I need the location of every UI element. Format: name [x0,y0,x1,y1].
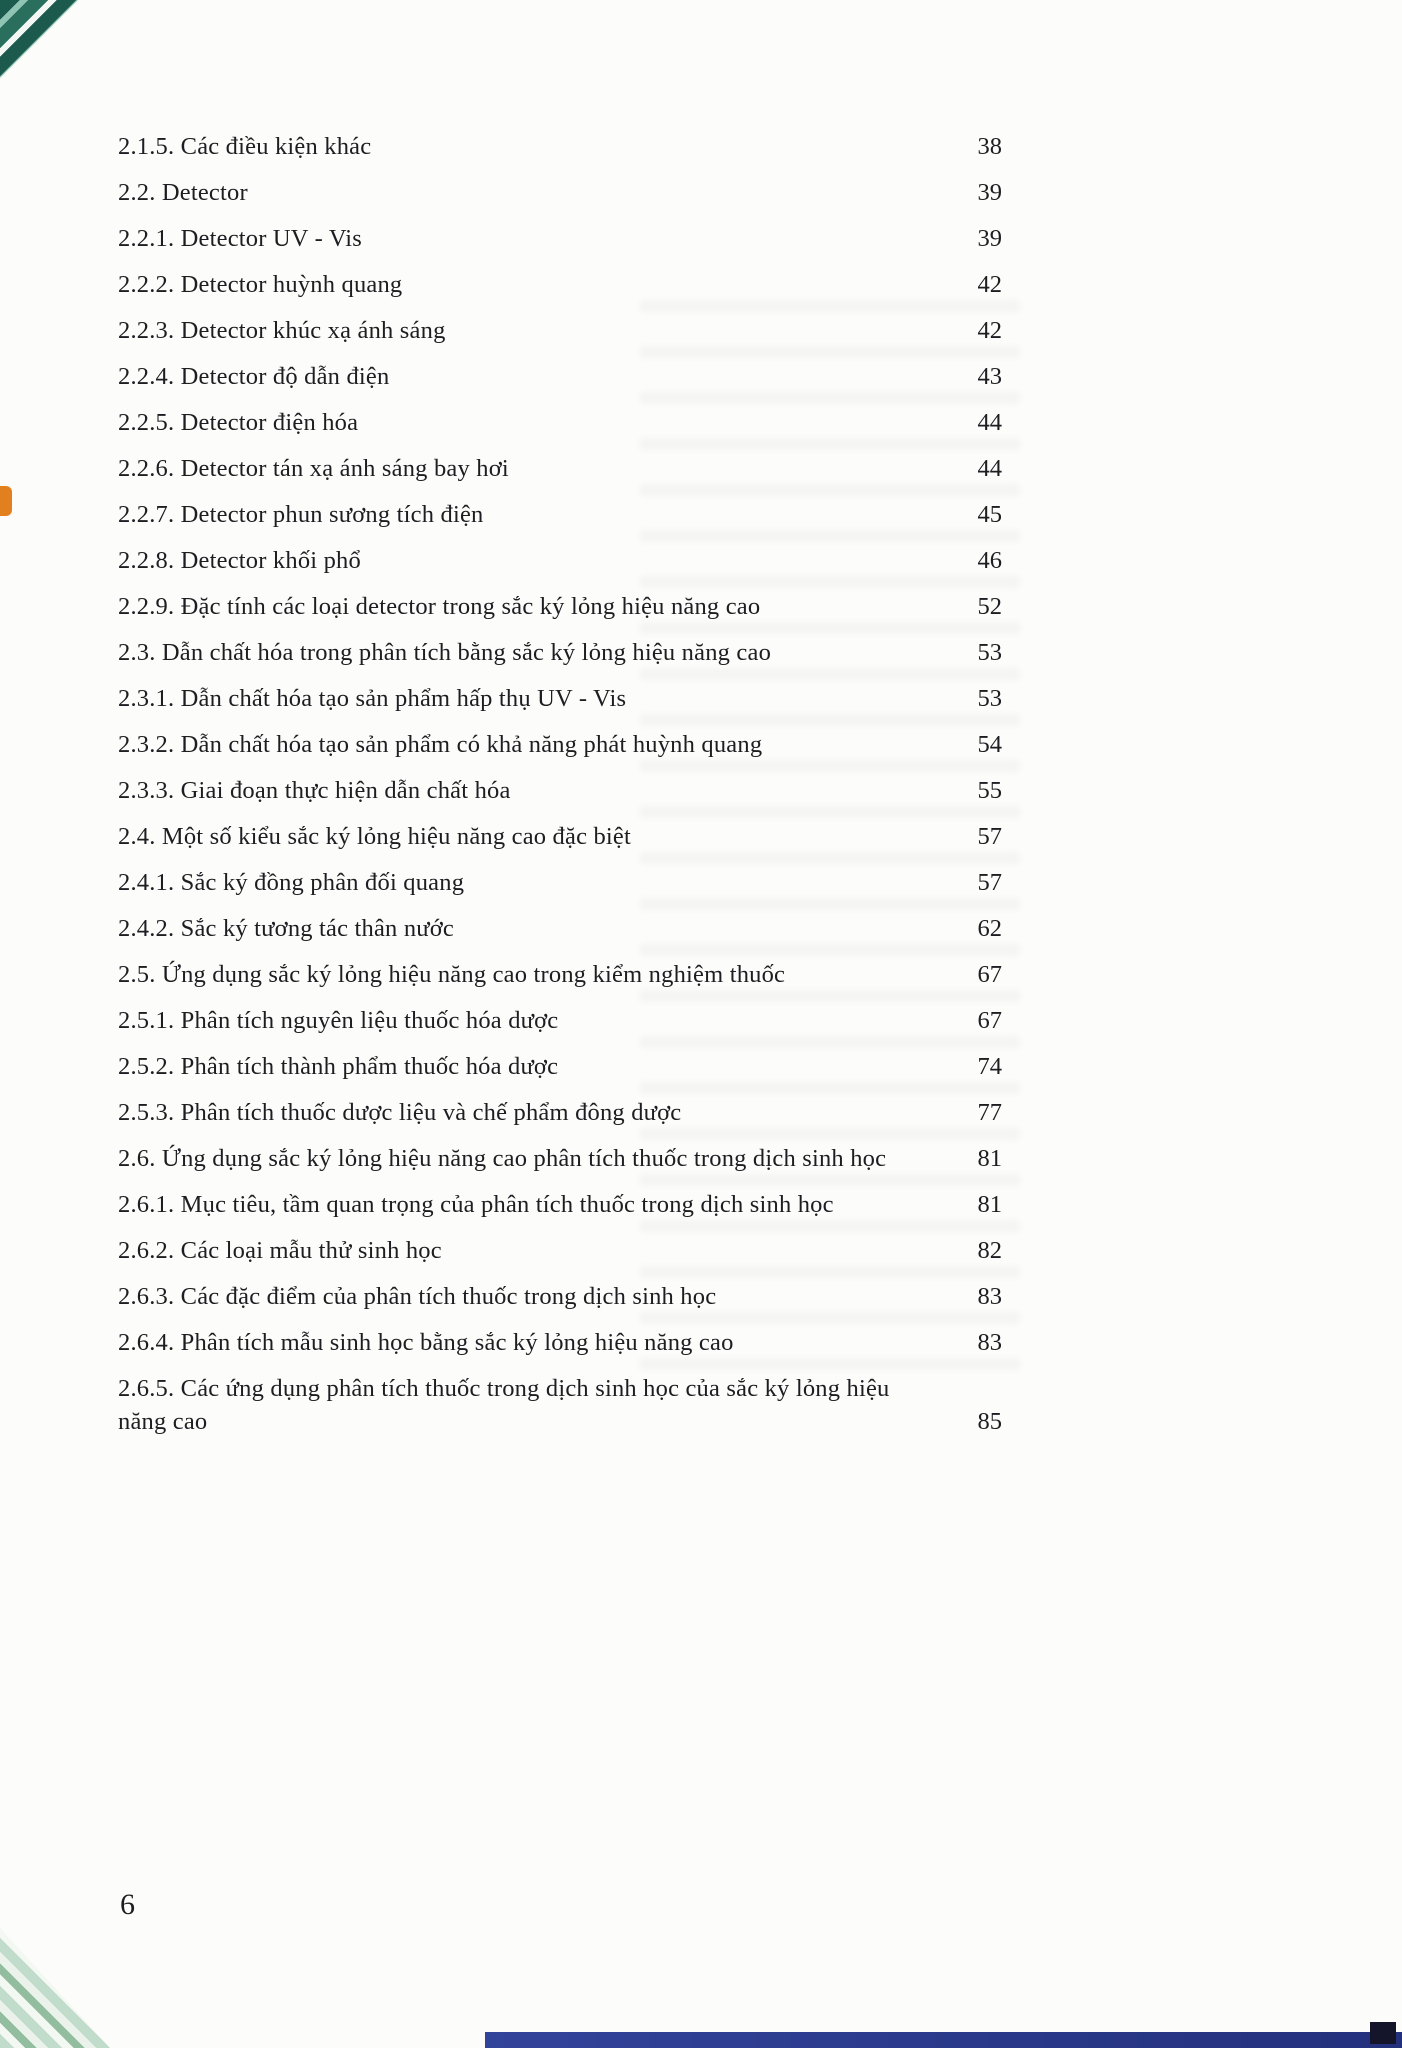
toc-entry-label: 2.3.3. Giai đoạn thực hiện dẫn chất hóa [118,777,511,804]
toc-entry [118,682,1002,715]
toc-entry-label: 2.6.2. Các loại mẫu thử sinh học [118,1237,442,1264]
toc-entry [118,1004,1002,1037]
toc-entry [118,958,1002,991]
toc-entry-label: 2.2.4. Detector độ dẫn điện [118,363,390,390]
toc-entry-page: 44 [977,455,1002,482]
scan-artifact-bottom-right-mark [1370,2022,1396,2044]
toc-entry-page: 39 [977,225,1002,252]
toc-entry-label: 2.2.2. Detector huỳnh quang [118,271,403,298]
toc-entry-page: 55 [977,777,1002,804]
toc-entry-label: 2.6.3. Các đặc điểm của phân tích thuốc trong dịch sinh học [118,1283,717,1310]
toc-entry [118,130,1002,163]
toc-entry-page: 46 [977,547,1002,574]
toc-entry-label: 2.4.2. Sắc ký tương tác thân nước [118,915,454,942]
toc-entry-label: 2.6. Ứng dụng sắc ký lỏng hiệu năng cao phân tích thuốc trong dịch sinh học [118,1145,887,1172]
page-number-footer: 6 [120,1888,135,1921]
toc-entry [118,222,1002,255]
toc-entry [118,866,1002,899]
toc-entry [118,1372,1002,1438]
toc-entry [118,820,1002,853]
toc-entry [118,1050,1002,1083]
toc-entry-label: 2.2.8. Detector khối phổ [118,547,361,574]
toc-entry-label: 2.4. Một số kiểu sắc ký lỏng hiệu năng cao đặc biệt [118,823,632,850]
scan-artifact-orange-mark [0,486,12,516]
toc-entry-label: 2.5. Ứng dụng sắc ký lỏng hiệu năng cao trong kiểm nghiệm thuốc [118,961,786,988]
toc-entry [118,406,1002,439]
scan-artifact-top-left-corner [0,0,78,78]
toc-entry [118,1234,1002,1267]
toc-entry [118,544,1002,577]
toc-entry-page: 52 [977,593,1002,620]
toc-entry-page: 67 [977,1007,1002,1034]
toc-entry [118,268,1002,301]
toc-entry [118,176,1002,209]
toc-entry [118,636,1002,669]
toc-entry-page: 81 [977,1145,1002,1172]
toc-entry-page: 38 [977,133,1002,160]
toc-entry-page: 45 [977,501,1002,528]
toc-entry-label: 2.2.7. Detector phun sương tích điện [118,501,484,528]
toc-entry-label: 2.2.9. Đặc tính các loại detector trong sắc ký lỏng hiệu năng cao [118,593,761,620]
toc-entry [118,1096,1002,1129]
toc-entry-page: 42 [977,317,1002,344]
toc-entry-page: 81 [977,1191,1002,1218]
toc-entry-page: 74 [977,1053,1002,1080]
toc-entry [118,1280,1002,1313]
toc-entry-page: 83 [977,1283,1002,1310]
toc-entry [118,360,1002,393]
scan-artifact-bottom-left-corner [0,1928,110,2048]
toc-entry-label: 2.2.6. Detector tán xạ ánh sáng bay hơi [118,455,509,482]
toc-entry-page: 43 [977,363,1002,390]
toc-entry-label: 2.2.5. Detector điện hóa [118,409,359,436]
toc-entry-page: 53 [977,639,1002,666]
toc-entry-label: 2.5.3. Phân tích thuốc dược liệu và chế phẩm đông dược [118,1099,682,1126]
scan-artifact-bottom-blue-strip [485,2032,1402,2048]
toc-entry-label: 2.6.1. Mục tiêu, tầm quan trọng của phân tích thuốc trong dịch sinh học [118,1191,834,1218]
toc-entry-label: 2.3.2. Dẫn chất hóa tạo sản phẩm có khả năng phát huỳnh quang [118,731,763,758]
toc-entry-page: 57 [977,823,1002,850]
toc-entry-page: 42 [977,271,1002,298]
toc-entry-label: 2.1.5. Các điều kiện khác [118,133,372,160]
toc-entry-page: 54 [977,731,1002,758]
toc-entry-label: 2.5.2. Phân tích thành phẩm thuốc hóa dược [118,1053,559,1080]
toc-entry [118,1188,1002,1221]
toc-entry-page: 67 [977,961,1002,988]
toc-entry-page: 53 [977,685,1002,712]
toc-entry-label: 2.2.1. Detector UV - Vis [118,225,362,252]
toc-entry-label: 2.2.3. Detector khúc xạ ánh sáng [118,317,446,344]
toc-entry [118,1326,1002,1359]
table-of-contents [118,130,1002,1451]
toc-entry-page: 85 [977,1408,1002,1435]
toc-entry [118,774,1002,807]
toc-entry-label: 2.3. Dẫn chất hóa trong phân tích bằng sắc ký lỏng hiệu năng cao [118,639,772,666]
toc-entry-page: 39 [977,179,1002,206]
toc-entry-page: 82 [977,1237,1002,1264]
toc-entry [118,590,1002,623]
toc-entry-label: 2.5.1. Phân tích nguyên liệu thuốc hóa dược [118,1007,559,1034]
toc-entry-label: 2.2. Detector [118,179,248,206]
toc-entry-label: 2.3.1. Dẫn chất hóa tạo sản phẩm hấp thụ UV - Vis [118,685,627,712]
toc-entry [118,452,1002,485]
toc-entry [118,728,1002,761]
toc-entry [118,498,1002,531]
toc-entry-page: 57 [977,869,1002,896]
toc-entry-page: 83 [977,1329,1002,1356]
toc-entry-label: 2.6.4. Phân tích mẫu sinh học bằng sắc ký lỏng hiệu năng cao [118,1329,734,1356]
toc-entry-label: 2.4.1. Sắc ký đồng phân đối quang [118,869,465,896]
toc-entry-page: 77 [977,1099,1002,1126]
toc-entry-page: 62 [977,915,1002,942]
toc-entry [118,314,1002,347]
toc-entry [118,912,1002,945]
toc-entry-label: 2.6.5. Các ứng dụng phân tích thuốc trong dịch sinh học của sắc ký lỏng hiệu năng cao [118,1375,890,1435]
toc-entry [118,1142,1002,1175]
toc-entry-page: 44 [977,409,1002,436]
